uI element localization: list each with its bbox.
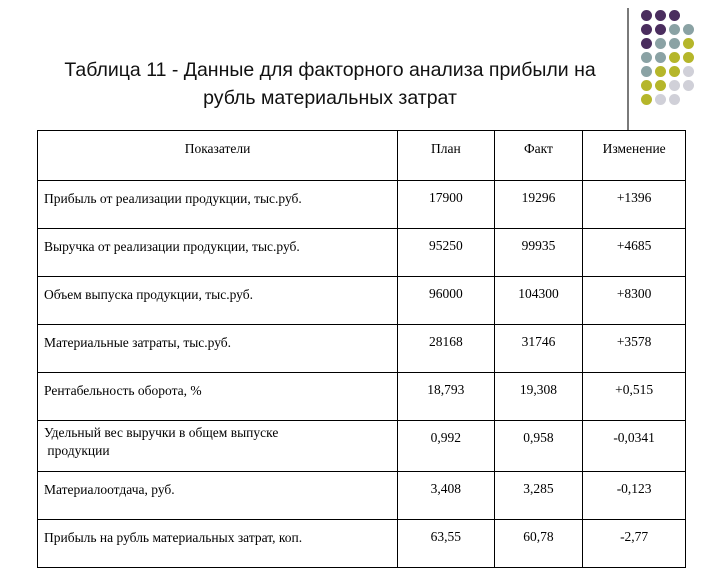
- plan-cell: 95250: [398, 229, 495, 277]
- dot-teal: [669, 38, 680, 49]
- dot-purple: [655, 10, 666, 21]
- slide-title-line2: рубль материальных затрат: [203, 87, 457, 109]
- dot-olive: [655, 66, 666, 77]
- header-fact: Факт: [494, 131, 583, 181]
- dot-purple: [641, 24, 652, 35]
- change-cell: +4685: [583, 229, 686, 277]
- table-row: [38, 229, 686, 277]
- indicator-line: продукции: [44, 443, 110, 458]
- dot-olive: [669, 52, 680, 63]
- decorative-dot-grid: [641, 10, 713, 120]
- table-row: [38, 373, 686, 421]
- change-cell: +1396: [583, 181, 686, 229]
- table-row: [38, 277, 686, 325]
- slide-title: [40, 56, 620, 112]
- plan-cell: 17900: [398, 181, 495, 229]
- dot-purple: [655, 24, 666, 35]
- dot-teal: [655, 52, 666, 63]
- dot-gray: [683, 80, 694, 91]
- table-header-row: [38, 131, 686, 181]
- indicator-cell: Объем выпуска продукции, тыс.руб.: [38, 277, 398, 325]
- indicator-cell: Прибыль на рубль материальных затрат, коп.: [38, 520, 398, 568]
- indicator-cell: Материальные затраты, тыс.руб.: [38, 325, 398, 373]
- indicator-cell: [38, 421, 398, 472]
- fact-cell: 3,285: [494, 472, 583, 520]
- change-cell: +8300: [583, 277, 686, 325]
- plan-cell: 63,55: [398, 520, 495, 568]
- change-cell: +3578: [583, 325, 686, 373]
- dot-purple: [669, 10, 680, 21]
- dot-teal: [655, 38, 666, 49]
- header-plan: План: [398, 131, 495, 181]
- dot-teal: [641, 52, 652, 63]
- fact-cell: 19,308: [494, 373, 583, 421]
- indicator-cell: Прибыль от реализации продукции, тыс.руб.: [38, 181, 398, 229]
- dot-olive: [655, 80, 666, 91]
- fact-cell: 60,78: [494, 520, 583, 568]
- indicator-cell: Выручка от реализации продукции, тыс.руб.: [38, 229, 398, 277]
- change-cell: -0,123: [583, 472, 686, 520]
- dot-purple: [641, 38, 652, 49]
- table-row: [38, 421, 686, 472]
- fact-cell: 99935: [494, 229, 583, 277]
- slide-title-line1: Таблица 11 - Данные для факторного анализа прибыли на: [64, 59, 596, 81]
- indicator-cell: Материалоотдача, руб.: [38, 472, 398, 520]
- dot-olive: [683, 52, 694, 63]
- change-cell: +0,515: [583, 373, 686, 421]
- dot-olive: [669, 66, 680, 77]
- plan-cell: 96000: [398, 277, 495, 325]
- dot-olive: [641, 94, 652, 105]
- plan-cell: 3,408: [398, 472, 495, 520]
- table-row: [38, 325, 686, 373]
- header-indicator: Показатели: [38, 131, 398, 181]
- dot-olive: [683, 38, 694, 49]
- dot-gray: [669, 94, 680, 105]
- decorative-divider: [627, 8, 629, 130]
- fact-cell: 104300: [494, 277, 583, 325]
- indicator-cell: Рентабельность оборота, %: [38, 373, 398, 421]
- change-cell: -2,77: [583, 520, 686, 568]
- fact-cell: 19296: [494, 181, 583, 229]
- factor-analysis-table: [37, 130, 686, 568]
- dot-olive: [641, 80, 652, 91]
- dot-teal: [683, 24, 694, 35]
- fact-cell: 31746: [494, 325, 583, 373]
- table-row: [38, 472, 686, 520]
- plan-cell: 18,793: [398, 373, 495, 421]
- dot-gray: [655, 94, 666, 105]
- fact-cell: 0,958: [494, 421, 583, 472]
- dot-gray: [683, 66, 694, 77]
- dot-teal: [641, 66, 652, 77]
- dot-teal: [669, 24, 680, 35]
- dot-gray: [669, 80, 680, 91]
- change-cell: -0,0341: [583, 421, 686, 472]
- table-row: [38, 520, 686, 568]
- table-row: [38, 181, 686, 229]
- header-change: Изменение: [583, 131, 686, 181]
- plan-cell: 0,992: [398, 421, 495, 472]
- indicator-line: Удельный вес выручки в общем выпуске: [44, 425, 279, 440]
- dot-purple: [641, 10, 652, 21]
- plan-cell: 28168: [398, 325, 495, 373]
